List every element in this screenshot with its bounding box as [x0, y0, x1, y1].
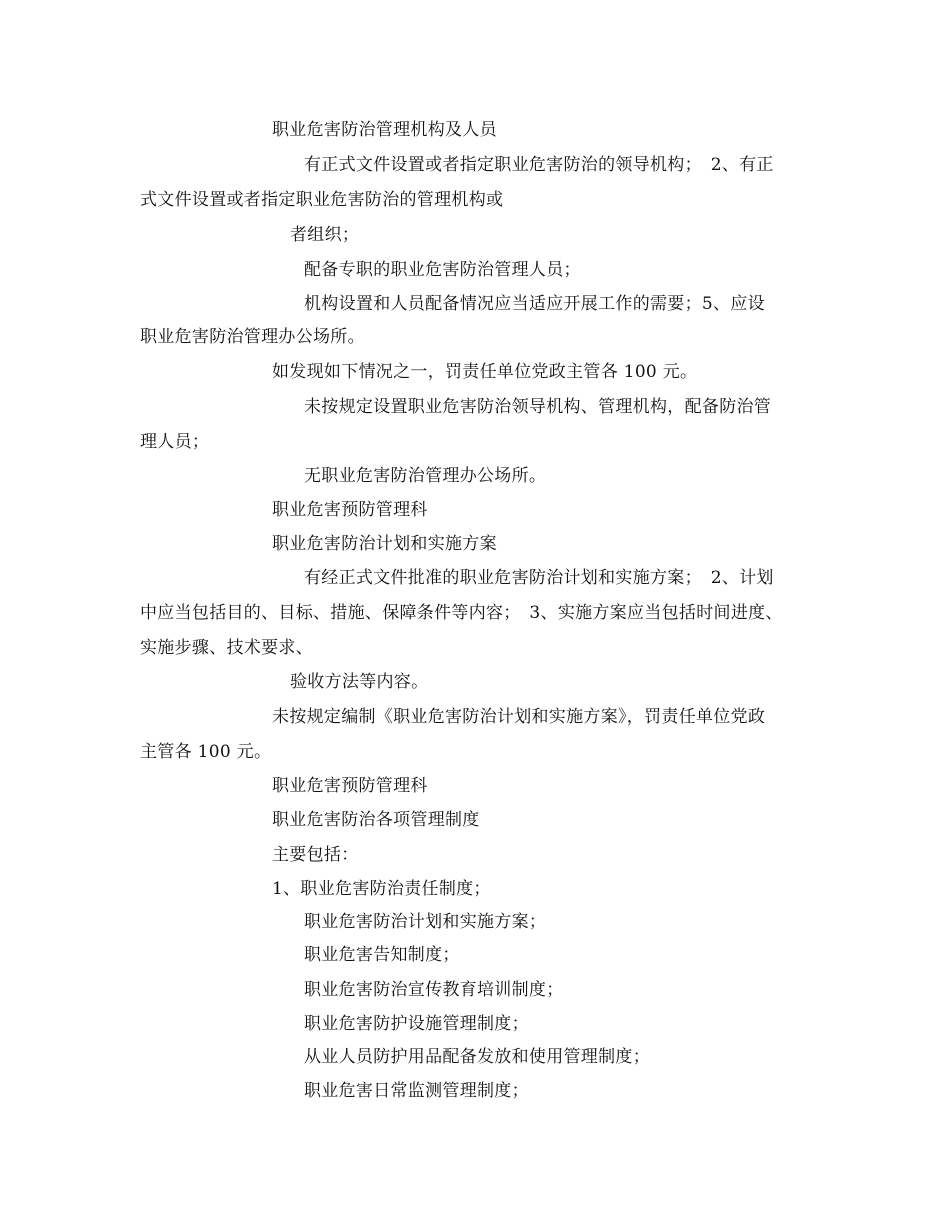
paragraph-line: 式文件设置或者指定职业危害防治的管理机构或 [140, 190, 504, 210]
department-line: 职业危害预防管理科 [272, 500, 428, 520]
paragraph-line: 理人员； [140, 432, 210, 452]
list-item: 从业人员防护用品配备发放和使用管理制度； [304, 1047, 650, 1067]
list-item: 职业危害日常监测管理制度； [304, 1081, 529, 1101]
penalty-line: 未按规定编制《职业危害防治计划和实施方案》，罚责任单位党政 [272, 707, 766, 727]
paragraph-line: 有经正式文件批准的职业危害防治计划和实施方案； 2、计划 [304, 568, 774, 588]
list-item: 1、职业危害防治责任制度； [272, 879, 491, 899]
paragraph-line: 实施步骤、技术要求、 [140, 638, 313, 658]
list-item: 职业危害告知制度； [304, 945, 460, 965]
paragraph-line: 者组织； [290, 225, 360, 245]
paragraph-line: 主管各 100 元。 [140, 742, 272, 762]
penalty-line: 如发现如下情况之一，罚责任单位党政主管各 100 元。 [272, 362, 698, 382]
list-item: 职业危害防治计划和实施方案； [304, 912, 547, 932]
paragraph-line: 配备专职的职业危害防治管理人员； [304, 260, 581, 280]
department-line: 职业危害预防管理科 [272, 776, 428, 796]
paragraph-line: 验收方法等内容。 [290, 672, 429, 692]
section-heading-plan: 职业危害防治计划和实施方案 [272, 534, 497, 554]
list-item: 职业危害防护设施管理制度； [304, 1014, 529, 1034]
list-item: 职业危害防治宣传教育培训制度； [304, 980, 564, 1000]
paragraph-line: 机构设置和人员配备情况应当适应开展工作的需要；5、应设 [304, 294, 765, 314]
paragraph-line: 中应当包括目的、目标、措施、保障条件等内容； 3、实施方案应当包括时间进度、 [140, 603, 783, 623]
paragraph-line: 未按规定设置职业危害防治领导机构、管理机构，配备防治管 [304, 397, 772, 417]
paragraph-line: 无职业危害防治管理办公场所。 [304, 466, 547, 486]
paragraph-line: 有正式文件设置或者指定职业危害防治的领导机构； 2、有正 [304, 155, 774, 175]
section-heading-organization: 职业危害防治管理机构及人员 [272, 120, 497, 140]
paragraph-line: 职业危害防治管理办公场所。 [140, 327, 365, 347]
list-intro: 主要包括： [272, 845, 359, 865]
section-heading-rules: 职业危害防治各项管理制度 [272, 810, 480, 830]
